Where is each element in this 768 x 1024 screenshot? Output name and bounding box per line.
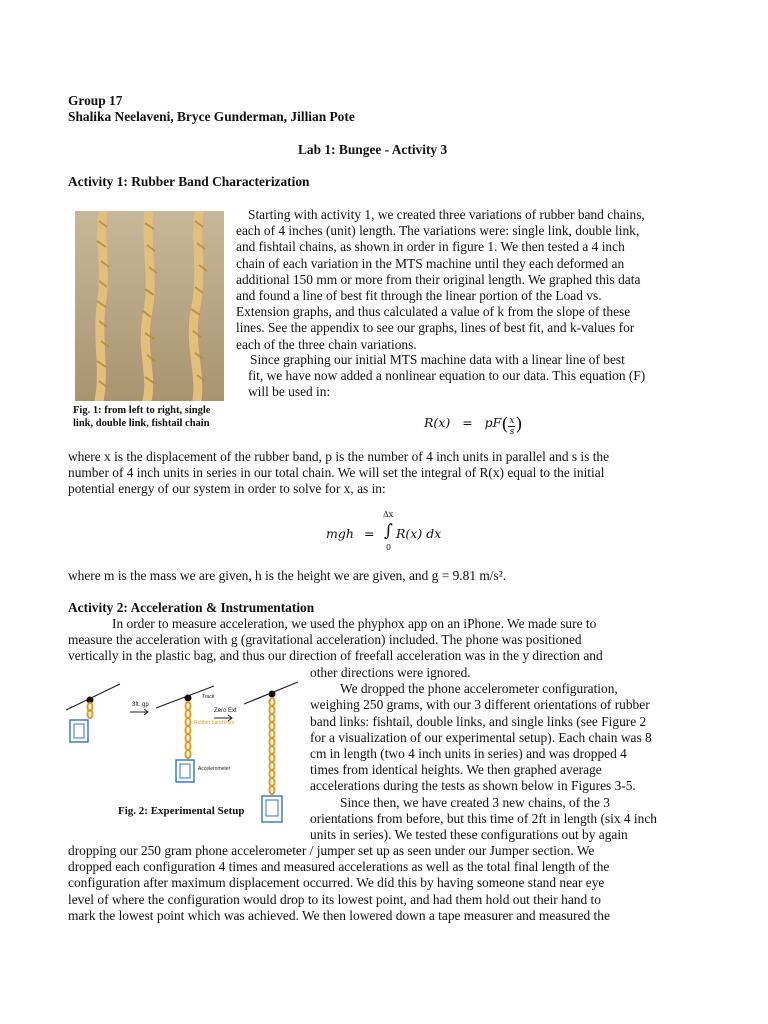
equation-r-of-x xyxy=(424,414,523,440)
eq1-lhs: R(x) xyxy=(424,415,451,430)
text-line: other directions were ignored. xyxy=(310,665,471,680)
eq1-paren-open: ( xyxy=(501,414,509,435)
fig2-label-accel: Accelerometer xyxy=(198,766,231,772)
text-line: accelerations during the tests as shown below in Figures 3-5. xyxy=(310,778,636,794)
text-line: where x is the displacement of the rubber band, p is the number of 4 inch units in parallel and s is the xyxy=(68,449,610,464)
eq1-denominator: s xyxy=(509,427,515,437)
eq1-paren-close: ) xyxy=(515,414,523,435)
text-line: each of 4 inches (unit) length. The variations were: single link, double link, xyxy=(236,223,640,239)
text-line: additional 150 mm or more from their original length. We graphed this data xyxy=(236,271,641,287)
eq1-equals: = xyxy=(462,415,473,430)
fig2-caption: Fig. 2: Experimental Setup xyxy=(118,805,245,817)
group-label: Group 17 xyxy=(68,93,123,108)
activity1-paragraph-b xyxy=(248,352,708,401)
text-line: Starting with activity 1, we created three variations of rubber band chains, xyxy=(248,207,645,222)
text-line: cm in length (two 4 inch units in series) and was dropped 4 xyxy=(310,746,627,762)
activity2-paragraph-a xyxy=(68,616,708,665)
rubber-band-chains-image xyxy=(75,211,224,401)
activity1-heading: Activity 1: Rubber Band Characterization xyxy=(68,174,310,189)
text-line: and fishtail chains, as shown in order in figure 1. We then tested a 4 inch xyxy=(236,239,625,255)
text-line: orientations from before, but this time of 2ft in length (six 4 inch xyxy=(310,810,657,826)
text-line: chain of each variation in the MTS machine until they each deformed an xyxy=(236,255,625,271)
fig2-label-track: Track xyxy=(202,694,215,700)
text-line: potential energy of our system in order to solve for x, as in: xyxy=(68,481,386,497)
text-line: times from identical heights. We then graphed average xyxy=(310,762,602,778)
experimental-setup-image xyxy=(64,678,300,826)
eq2-lhs: mgh xyxy=(326,526,354,541)
text-line: dropping our 250 gram phone accelerometer / jumper set up as seen under our Jumper section. We xyxy=(68,843,595,858)
text-line: will be used in: xyxy=(248,384,331,400)
text-line: weighing 250 grams, with our 3 different orientations of rubber xyxy=(310,697,650,713)
eq2-lower-limit: 0 xyxy=(386,543,392,552)
text-line: mark the lowest point which was achieved. We then lowered down a tape measurer and measured the xyxy=(68,907,610,923)
fig1-photo xyxy=(75,211,224,401)
text-line: measure the acceleration with g (gravitational acceleration) included. The phone was positioned xyxy=(68,632,582,648)
text-line: each of the three chain variations. xyxy=(236,336,417,352)
fig2-label-drop2: Zero Ext xyxy=(214,708,237,714)
text-line: number of 4 inch units in series in our total chain. We will set the integral of R(x) equal to the initial xyxy=(68,465,605,481)
fig2-label-drop1: 3ft. gp xyxy=(132,702,149,708)
text-line: lines. See the appendix to see our graphs, lines of best fit, and k-values for xyxy=(236,320,635,336)
activity1-paragraph-a xyxy=(236,207,706,353)
fig1-caption-line: Fig. 1: from left to right, single xyxy=(73,405,211,416)
text-line: band links: fishtail, double links, and single links (see Figure 2 xyxy=(310,713,647,729)
text-line: fit, we have now added a nonlinear equation to our data. This equation (F) xyxy=(248,368,646,384)
activity1-paragraph-c xyxy=(68,449,708,498)
text-line: for a visualization of our experimental setup). Each chain was 8 xyxy=(310,729,652,745)
text-line: vertically in the plastic bag, and thus our direction of freefall acceleration was in the y direction and xyxy=(68,648,603,664)
text-line: level of where the configuration would drop to its lowest point, and had them hold out their hand to xyxy=(68,891,601,907)
text-line: and found a line of best fit through the linear portion of the Load vs. xyxy=(236,288,602,304)
eq2-integrand: R(x) dx xyxy=(396,526,442,541)
fig1-caption-line: link, double link, fishtail chain xyxy=(73,418,210,429)
activity2-paragraph-c xyxy=(68,843,708,924)
equation-integral xyxy=(326,510,486,554)
text-line: In order to measure acceleration, we used the phyphox app on an iPhone. We made sure to xyxy=(112,616,597,631)
fig1-caption xyxy=(73,404,210,430)
text-line: configuration after maximum displacement occurred. We did this by having someone stand near eye xyxy=(68,875,605,891)
text-line: Since then, we have created 3 new chains, of the 3 xyxy=(340,794,610,810)
authors: Shalika Neelaveni, Bryce Gunderman, Jillian Pote xyxy=(68,109,355,124)
eq2-equals: = xyxy=(364,526,375,541)
fig2-sketch xyxy=(64,678,300,826)
text-line: We dropped the phone accelerometer configuration, xyxy=(340,681,618,697)
eq2-upper-limit: Δx xyxy=(383,510,394,519)
text-line: dropped each configuration 4 times and measured accelerations as well as the total final length of the xyxy=(68,859,610,875)
text-line: units in series). We tested these configurations out by again xyxy=(310,827,628,843)
fig2-label-band: Rubber band links xyxy=(194,720,235,726)
integral-sign: ∫ xyxy=(384,521,393,541)
activity2-heading: Activity 2: Acceleration & Instrumentation xyxy=(68,600,315,615)
activity1-variables-line: where m is the mass we are given, h is the height we are given, and g = 9.81 m/s². xyxy=(68,568,507,583)
text-line: Since graphing our initial MTS machine data with a linear line of best xyxy=(250,352,625,367)
eq1-pf: pF xyxy=(484,415,502,430)
document-title: Lab 1: Bungee - Activity 3 xyxy=(298,142,448,157)
eq1-numerator: x xyxy=(509,416,515,426)
text-line: Extension graphs, and thus calculated a value of k from the slope of these xyxy=(236,304,631,320)
activity2-paragraph-b xyxy=(310,665,710,843)
